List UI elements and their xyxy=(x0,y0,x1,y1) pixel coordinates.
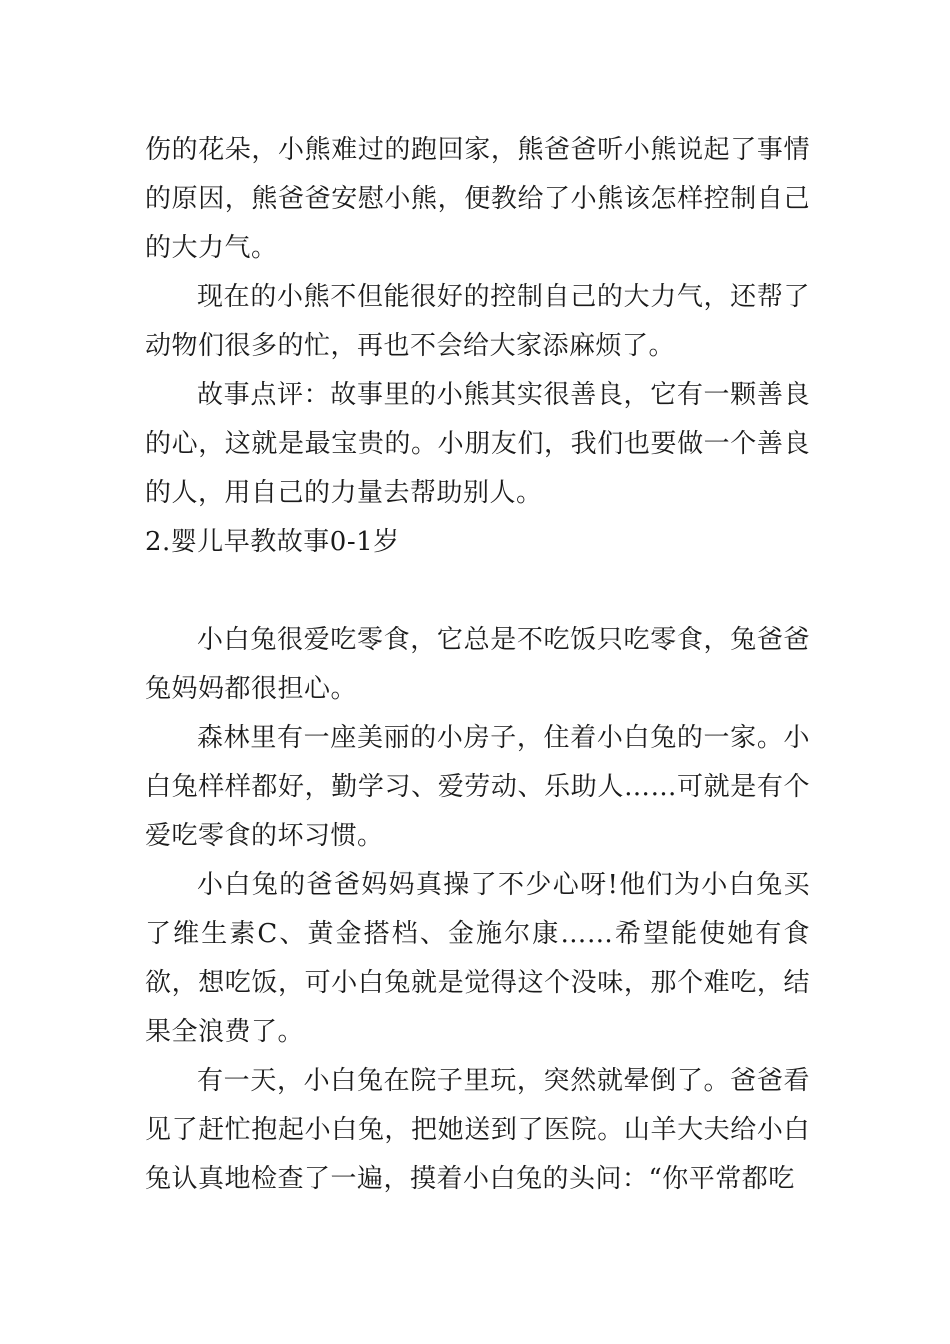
paragraph-white-rabbit-snacks: 小白兔很爱吃零食，它总是不吃饭只吃零食，兔爸爸兔妈妈都很担心。 xyxy=(145,625,810,704)
paragraph-parents-worry: 小白兔的爸爸妈妈真操了不少心呀!他们为小白兔买了维生素C、黄金搭档、金施尔康……希望能使她有食欲，想吃饭，可小白兔就是觉得这个没味，那个难吃，结果全浪费了。 xyxy=(145,870,810,1047)
paragraph-story-comment: 故事点评：故事里的小熊其实很善良，它有一颗善良的心，这就是最宝贵的。小朋友们，我们也要做一个善良的人，用自己的力量去帮助别人。 xyxy=(145,380,810,508)
section-heading: 2.婴儿早教故事0-1岁 xyxy=(145,527,400,557)
paragraph-forest-house: 森林里有一座美丽的小房子，住着小白兔的一家。小白兔样样都好，勤学习、爱劳动、乐助人……可就是有个爱吃零食的坏习惯。 xyxy=(145,723,810,851)
document-body xyxy=(145,126,810,1204)
paragraph-rabbit-faints: 有一天，小白兔在院子里玩，突然就晕倒了。爸爸看见了赶忙抱起小白兔，把她送到了医院。山羊大夫给小白兔认真地检查了一遍，摸着小白兔的头问：“你平常都吃 xyxy=(145,1066,810,1194)
paragraph-continuation: 伤的花朵，小熊难过的跑回家，熊爸爸听小熊说起了事情的原因，熊爸爸安慰小熊，便教给了小熊该怎样控制自己的大力气。 xyxy=(145,135,810,263)
paragraph-little-bear-now: 现在的小熊不但能很好的控制自己的大力气，还帮了动物们很多的忙，再也不会给大家添麻烦了。 xyxy=(145,282,810,361)
